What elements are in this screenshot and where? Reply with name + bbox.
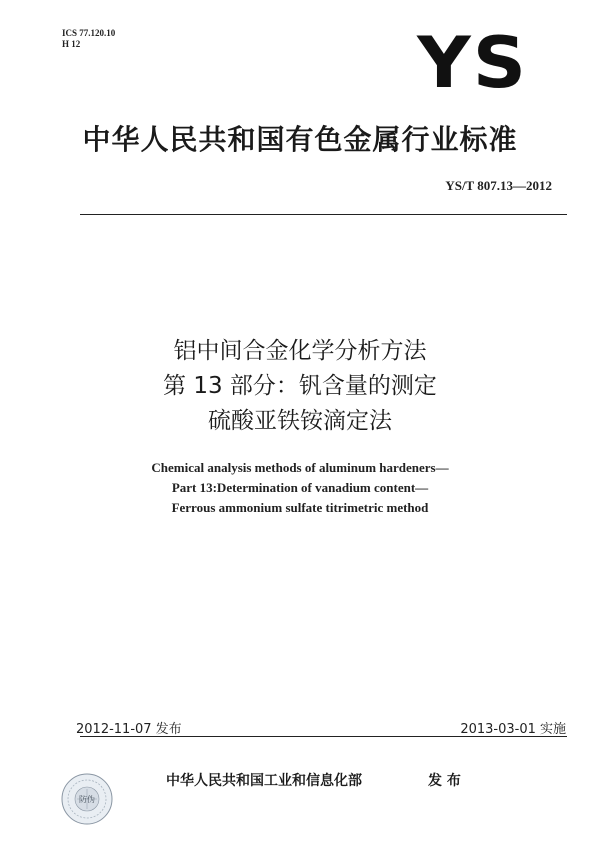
- classification-codes: [62, 28, 115, 50]
- chinese-title-line-3: 硫酸亚铁铵滴定法: [208, 408, 392, 434]
- english-title-line-2: Part 13:Determination of vanadium content—: [171, 480, 429, 495]
- english-title: [0, 458, 600, 518]
- chinese-title-line-1: 铝中间合金化学分析方法: [173, 338, 427, 364]
- standard-category: 中华人民共和国有色金属行业标准: [82, 123, 518, 156]
- implementation-date: 2013-03-01 实施: [460, 722, 566, 737]
- anti-counterfeit-seal-icon: [60, 772, 114, 826]
- issue-date: 2012-11-07 发布: [76, 722, 182, 737]
- chinese-title: [0, 334, 600, 439]
- footer-divider: [80, 736, 567, 737]
- english-title-line-1: Chemical analysis methods of aluminum hardeners—: [151, 460, 449, 475]
- issuing-authority: 中华人民共和国工业和信息化部: [166, 773, 362, 789]
- ys-logo: YS: [417, 22, 528, 104]
- seal-text: 防伪: [79, 795, 95, 804]
- ccs-code: H 12: [62, 39, 81, 49]
- issuing-authority-suffix: 发 布: [428, 773, 461, 789]
- english-title-line-3: Ferrous ammonium sulfate titrimetric method: [171, 500, 429, 515]
- ics-code: ICS 77.120.10: [62, 28, 116, 38]
- header-divider: [80, 214, 567, 215]
- standard-number: YS/T 807.13—2012: [445, 178, 552, 193]
- chinese-title-line-2: 第 13 部分：钒含量的测定: [163, 373, 437, 399]
